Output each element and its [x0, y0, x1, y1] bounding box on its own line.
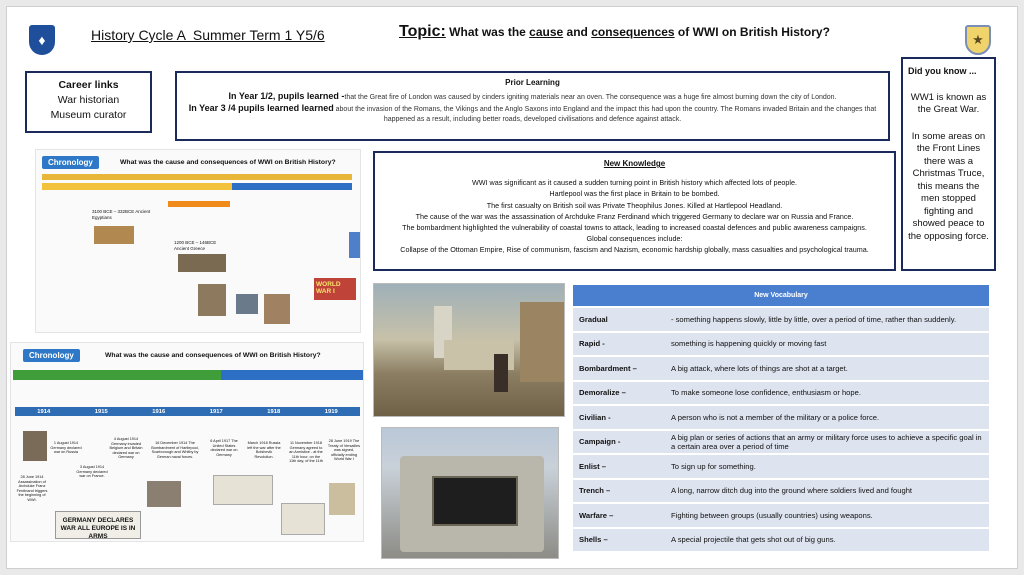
table-row: Campaign - A big plan or series of actions that an army or military force uses to achieve a specific goal in a certain area over a period of time [573, 431, 989, 454]
school-crest-icon: ♦ [29, 25, 55, 55]
knowledge-line: Collapse of the Ottoman Empire, Rise of communism, fascism and Nazism, economic hardship globally, mass casualties and psychological trauma. [400, 245, 869, 255]
timeline-event: 28 June 1919 The Treaty of Versailles was signed, officially ending World War I [327, 439, 361, 462]
chronology-tag: Chronology [42, 156, 99, 169]
arrow-icon [349, 232, 361, 258]
timeline-event: 28 June 1914 Assassination of Archduke Franz Ferdinand triggers the beginning of WWI. [16, 475, 48, 502]
year-label: 1919 [324, 408, 338, 415]
timeline-event: 16 December 1914 The Bombardment of Hartlepool, Scarborough and Whitby by German naval forces. [151, 441, 199, 459]
year-label: 1915 [94, 408, 108, 415]
topic-label: Topic: [399, 23, 446, 40]
did-you-know-fact: WW1 is known as the Great War. [910, 91, 987, 115]
did-you-know-fact: In some areas on the Front Lines there was a Christmas Truce, this means the men stopped fighting and showed peace to the opposing force. [908, 130, 989, 242]
hartlepool-bombardment-painting [373, 283, 565, 417]
career-links-box [25, 71, 152, 133]
knowledge-line: Hartlepool was the first place in Britain to be bombed. [549, 189, 720, 199]
did-you-know-box [901, 57, 996, 271]
timeline-marker [168, 201, 230, 207]
table-row: Rapid - something is happening quickly or moving fast [573, 333, 989, 356]
table-row: Enlist – To sign up for something. [573, 455, 989, 478]
career-links-heading: Career links [58, 79, 119, 91]
chronology-question: What was the cause and consequences of WWI on British History? [105, 352, 321, 359]
chronology-question: What was the cause and consequences of WWI on British History? [120, 159, 336, 166]
house-shape [520, 302, 565, 382]
timeline-event: 11 November 1918 Germany agreed to an Armistice - at the 11th hour, on the 11th day, of the 11th [289, 441, 323, 464]
newspaper-image [281, 503, 325, 535]
table-row: Trench – A long, narrow ditch dug into the ground where soldiers lived and fought [573, 480, 989, 503]
career-item: War historian [57, 94, 120, 106]
year-label: 1917 [209, 408, 223, 415]
year-strip [15, 407, 360, 416]
archduke-photo [23, 431, 47, 461]
new-vocabulary-table [573, 283, 989, 553]
prior-learning-heading: Prior Learning [505, 78, 560, 87]
plaque-panel [432, 476, 518, 526]
prior-learning-year34: In Year 3 /4 pupils learned learned about the invasion of the Romans, the Vikings and the Anglo Saxons into England and the impact this had upon the country. The Romans invaded Britain and the changes that happened as a result, including better roads, developed civilisations and defence against attack. [188, 103, 877, 123]
timeline-event: March 1918 Russia left the war after the Bolshevik Revolution. [247, 441, 281, 459]
timeline-bar-bce [42, 183, 232, 190]
page-title: History Cycle A Summer Term 1 Y5/6 [91, 27, 325, 43]
timeline-bar-top [42, 174, 352, 180]
egypt-image [94, 226, 134, 244]
newspaper-headline: GERMANY DECLARES WAR ALL EUROPE IS IN ARMS [55, 511, 141, 539]
knowledge-line: The cause of the war was the assassination of Archduke Franz Ferdinand which triggered Germany to declare war on Russia and France. [415, 211, 854, 221]
table-row: Bombardment – A big attack, where lots of things are shot at a target. [573, 357, 989, 380]
newspaper-image [213, 475, 273, 505]
did-you-know-heading: Did you know ... [908, 66, 977, 76]
table-row: Shells – A special projectile that gets shot out of big guns. [573, 529, 989, 552]
timeline-bar-bce [13, 370, 221, 380]
table-row: Demoralize – To make someone lose confidence, enthusiasm or hope. [573, 382, 989, 405]
timeline-event: 3 August 1914 Germany declared war on France. [76, 465, 108, 479]
vocabulary-heading: New Vocabulary [573, 285, 989, 306]
viking-image [236, 294, 258, 314]
career-item: Museum curator [50, 109, 127, 121]
new-knowledge-heading: New Knowledge [603, 159, 666, 168]
chronology-wwi [10, 342, 364, 542]
knowledge-line: The first casualty on British soil was Private Theophilus Jones. Killed at Hartlepool Headland. [486, 200, 783, 210]
knowledge-line: The bombardment highlighted the vulnerability of coastal towns to attack, leading to increased coastal defences and public awareness campaigns. [402, 223, 867, 233]
knowledge-line: WWI was significant as it caused a sudden turning point in British history which affected lots of people. [471, 178, 798, 188]
year-label: 1914 [37, 408, 51, 415]
timeline-label: 1200 BCE – 146BCE Ancient Greece [174, 240, 217, 251]
hartlepool-memorial-plaque [381, 427, 559, 559]
timeline-event: 6 April 1917 The United States declared war on Germany [210, 439, 238, 457]
timeline-bar-ce [232, 183, 352, 190]
new-knowledge-box [373, 151, 896, 271]
chronology-tag: Chronology [23, 349, 80, 362]
timeline-bar-ce [221, 370, 363, 380]
table-row: Warfare – Fighting between groups (usually countries) using weapons. [573, 504, 989, 527]
knowledge-organiser [6, 6, 1018, 569]
prior-learning-box [175, 71, 890, 141]
knowledge-line: Global consequences include: [586, 234, 683, 244]
bombardment-image [147, 481, 181, 507]
figure-shape [494, 354, 508, 392]
table-row: Gradual - something happens slowly, little by little, over a period of time, rather than suddenly. [573, 308, 989, 331]
year-label: 1918 [267, 408, 281, 415]
timeline-event: 1 August 1914 Germany declared war on Russia [50, 441, 82, 455]
medieval-image [264, 294, 290, 324]
shield-crest-icon: ★ [965, 25, 991, 55]
year-label: 1916 [152, 408, 166, 415]
roman-image [198, 284, 226, 316]
chronology-ancient [35, 149, 361, 333]
greece-image [178, 254, 226, 272]
wwi-poster: WORLD WAR I [314, 278, 356, 300]
table-row: Civilian - A person who is not a member of the military or a police force. [573, 406, 989, 429]
prior-learning-year12: In Year 1/2, pupils learned -that the Great fire of London was caused by cinders igniting materials near an oven. The consequence was a huge fire almost burning down the city of London. [228, 91, 837, 101]
timeline-event: 4 August 1914 Germany invaded Belgium and Britain declared war on Germany [109, 437, 143, 460]
timeline-label: 3100 BCE – 332BCE Ancient Egyptians [92, 209, 151, 220]
topic-heading: Topic: What was the cause and consequences of WWI on British History? [399, 23, 830, 40]
treaty-image [329, 483, 355, 515]
